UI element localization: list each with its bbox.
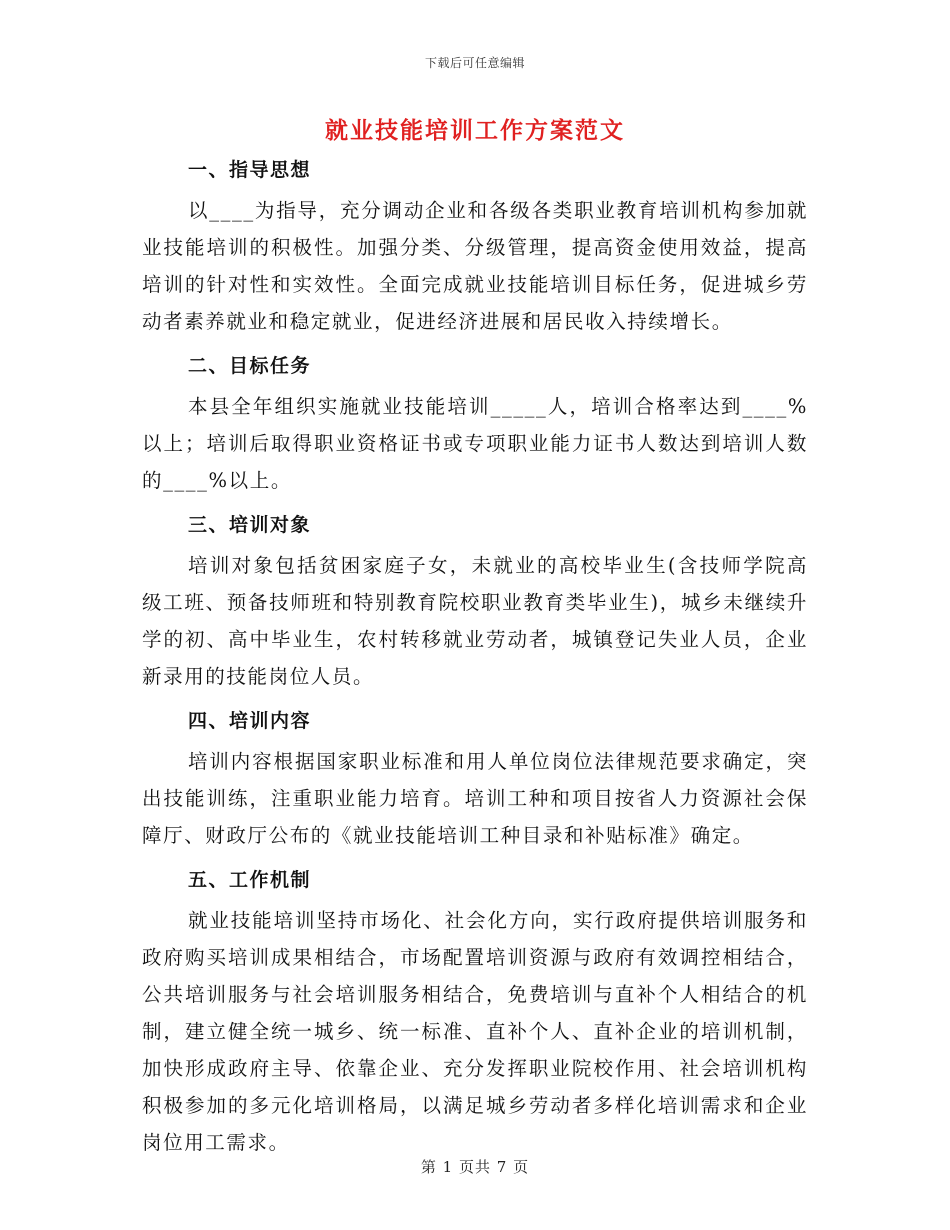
section-body-work-mechanism: 就业技能培训坚持市场化、社会化方向，实行政府提供培训服务和政府购买培训成果相结合，市场配置培训资源与政府有效调控相结合，公共培训服务与社会培训服务相结合，免费培训与直补个人相结合的机制，建立健全统一城乡、统一标准、直补个人、直补企业的培训机制，加快形成政府主导、依靠企业、充分发挥职业院校作用、社会培训机构积极参加的多元化培训格局，以满足城乡劳动者多样化培训需求和企业岗位用工需求。 [142, 909, 808, 1154]
page-number-footer: 第 1 页共 7 页 [420, 1158, 530, 1176]
document-title: 就业技能培训工作方案范文 [325, 117, 625, 144]
section-body-trainees: 培训对象包括贫困家庭子女，未就业的高校毕业生(含技师学院高级工班、预备技师班和特别教育院校职业教育类毕业生)，城乡未继续升学的初、高中毕业生，农村转移就业劳动者，城镇登记失业人员，企业新录用的技能岗位人员。 [142, 554, 808, 688]
section-body-training-content: 培训内容根据国家职业标准和用人单位岗位法律规范要求确定，突出技能训练，注重职业能力培育。培训工种和项目按省人力资源社会保障厅、财政厅公布的《就业技能培训工种目录和补贴标准》确定。 [142, 750, 808, 847]
section-heading-objectives: 二、目标任务 [188, 355, 312, 377]
section-heading-guiding-ideology: 一、指导思想 [188, 159, 312, 181]
section-heading-training-content: 四、培训内容 [188, 710, 312, 732]
section-body-guiding-ideology: 以____为指导，充分调动企业和各级各类职业教育培训机构参加就业技能培训的积极性。加强分类、分级管理，提高资金使用效益，提高培训的针对性和实效性。全面完成就业技能培训目标任务，促进城乡劳动者素养就业和稳定就业，促进经济进展和居民收入持续增长。 [142, 199, 808, 333]
document-body [142, 148, 808, 1161]
section-body-objectives: 本县全年组织实施就业技能培训_____人，培训合格率达到____%以上；培训后取得职业资格证书或专项职业能力证书人数达到培训人数的____%以上。 [142, 395, 808, 492]
section-heading-work-mechanism: 五、工作机制 [188, 869, 312, 891]
header-note: 下载后可任意编辑 [424, 56, 525, 70]
section-heading-trainees: 三、培训对象 [188, 514, 312, 536]
